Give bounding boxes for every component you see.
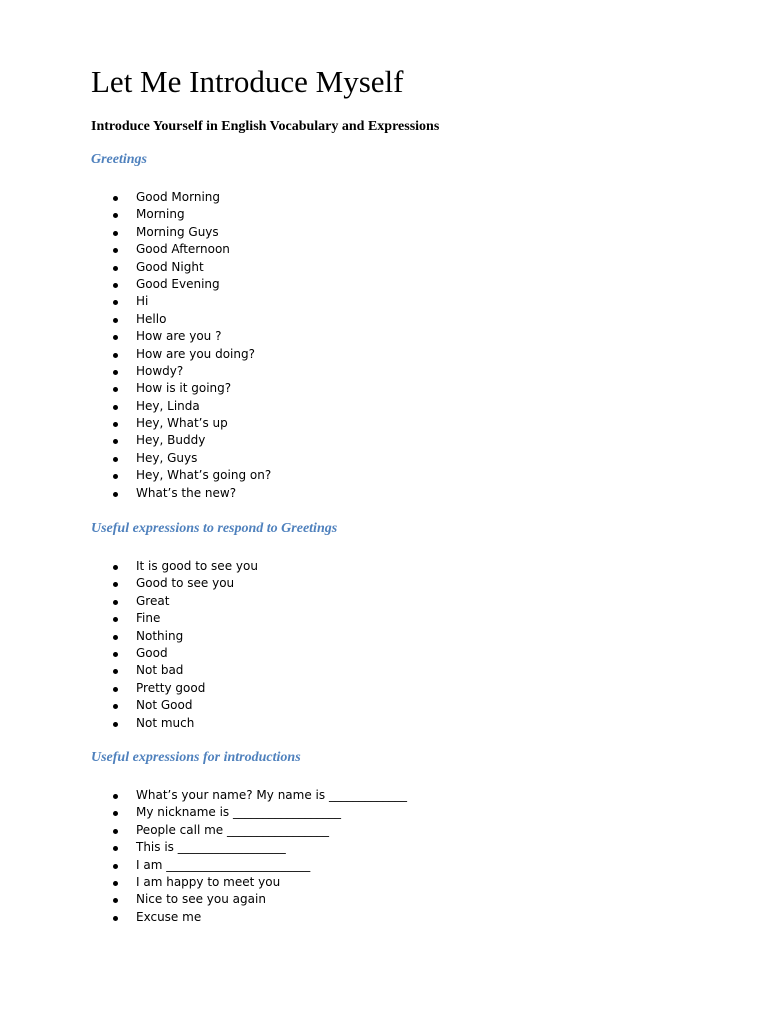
list-item-text: I am happy to meet you — [136, 874, 281, 889]
list-item-text: Nice to see you again — [136, 892, 266, 907]
list-item-text: Good to see you — [136, 576, 235, 591]
bullet-icon — [113, 600, 118, 605]
list-item-text: Good Evening — [136, 276, 220, 291]
list-item-text: How is it going? — [136, 381, 232, 396]
bullet-icon — [113, 231, 118, 236]
list-item-text: This is __________________ — [136, 840, 286, 855]
list-item-text: Nothing — [136, 628, 184, 643]
list-item-text: What’s the new? — [136, 485, 237, 500]
bullet-icon — [113, 846, 118, 851]
bullet-icon — [113, 213, 118, 218]
list-item-text: Howdy? — [136, 363, 184, 378]
list-item-text: Morning Guys — [136, 224, 219, 239]
bullet-icon — [113, 439, 118, 444]
bullet-icon — [113, 704, 118, 709]
list-item-text: Not much — [136, 715, 195, 730]
bullet-icon — [113, 687, 118, 692]
list-item-text: Good Afternoon — [136, 242, 230, 257]
bullet-icon — [113, 916, 118, 921]
list-item-text: Hey, Linda — [136, 398, 200, 413]
bullet-icon — [113, 474, 118, 479]
list-item-text: Good Morning — [136, 190, 220, 204]
bullet-icon — [113, 582, 118, 587]
bullet-icon — [113, 387, 118, 392]
section-heading-introductions: Useful expressions for introductions — [91, 750, 301, 765]
page-title: Let Me Introduce Myself — [91, 64, 404, 99]
bullet-icon — [113, 492, 118, 497]
list-item-text: My nickname is __________________ — [136, 805, 342, 820]
list-item-text: People call me _________________ — [136, 822, 330, 837]
list-item-text: Great — [136, 593, 170, 608]
bullet-icon — [113, 881, 118, 886]
bullet-icon — [113, 722, 118, 727]
section-heading-responses: Useful expressions to respond to Greetings — [91, 521, 338, 536]
bullet-icon — [113, 898, 118, 903]
bullet-icon — [113, 457, 118, 462]
bullet-icon — [113, 829, 118, 834]
list-item-text: It is good to see you — [136, 559, 258, 573]
list-item-text: I am ________________________ — [136, 857, 311, 872]
list-item-text: Hi — [136, 294, 149, 309]
bullet-icon — [113, 811, 118, 816]
bullet-icon — [113, 248, 118, 253]
bullet-icon — [113, 565, 118, 570]
bullet-icon — [113, 353, 118, 358]
section-heading-greetings: Greetings — [91, 152, 147, 167]
bullet-icon — [113, 652, 118, 657]
bullet-icon — [113, 283, 118, 288]
bullet-icon — [113, 266, 118, 271]
list-item-text: Fine — [136, 611, 161, 626]
bullet-icon — [113, 196, 118, 201]
page-subtitle: Introduce Yourself in English Vocabulary and Expressions — [91, 119, 440, 134]
list-item-text: Hey, What’s going on? — [136, 468, 272, 483]
list-item-text: Hey, Buddy — [136, 433, 206, 448]
bullet-icon — [113, 794, 118, 799]
bullet-icon — [113, 669, 118, 674]
list-item-text: What’s your name? My name is _____________ — [136, 788, 407, 802]
bullet-icon — [113, 318, 118, 323]
list-item-text: Good — [136, 645, 168, 660]
list-item-text: Pretty good — [136, 680, 206, 695]
bullet-icon — [113, 335, 118, 340]
bullet-icon — [113, 422, 118, 427]
list-item-text: Hey, Guys — [136, 450, 198, 465]
bullet-icon — [113, 300, 118, 305]
bullet-icon — [113, 617, 118, 622]
bullet-icon — [113, 864, 118, 869]
list-item-text: Not bad — [136, 663, 184, 678]
bullet-icon — [113, 370, 118, 375]
list-item-text: How are you ? — [136, 329, 222, 344]
list-item-text: Hey, What’s up — [136, 416, 228, 431]
list-item-text: Morning — [136, 207, 185, 222]
list-item-text: How are you doing? — [136, 346, 255, 361]
bullet-icon — [113, 635, 118, 640]
list-item-text: Good Night — [136, 259, 204, 274]
list-item-text: Excuse me — [136, 909, 202, 924]
list-item-text: Hello — [136, 311, 167, 326]
list-item-text: Not Good — [136, 698, 193, 713]
bullet-icon — [113, 405, 118, 410]
